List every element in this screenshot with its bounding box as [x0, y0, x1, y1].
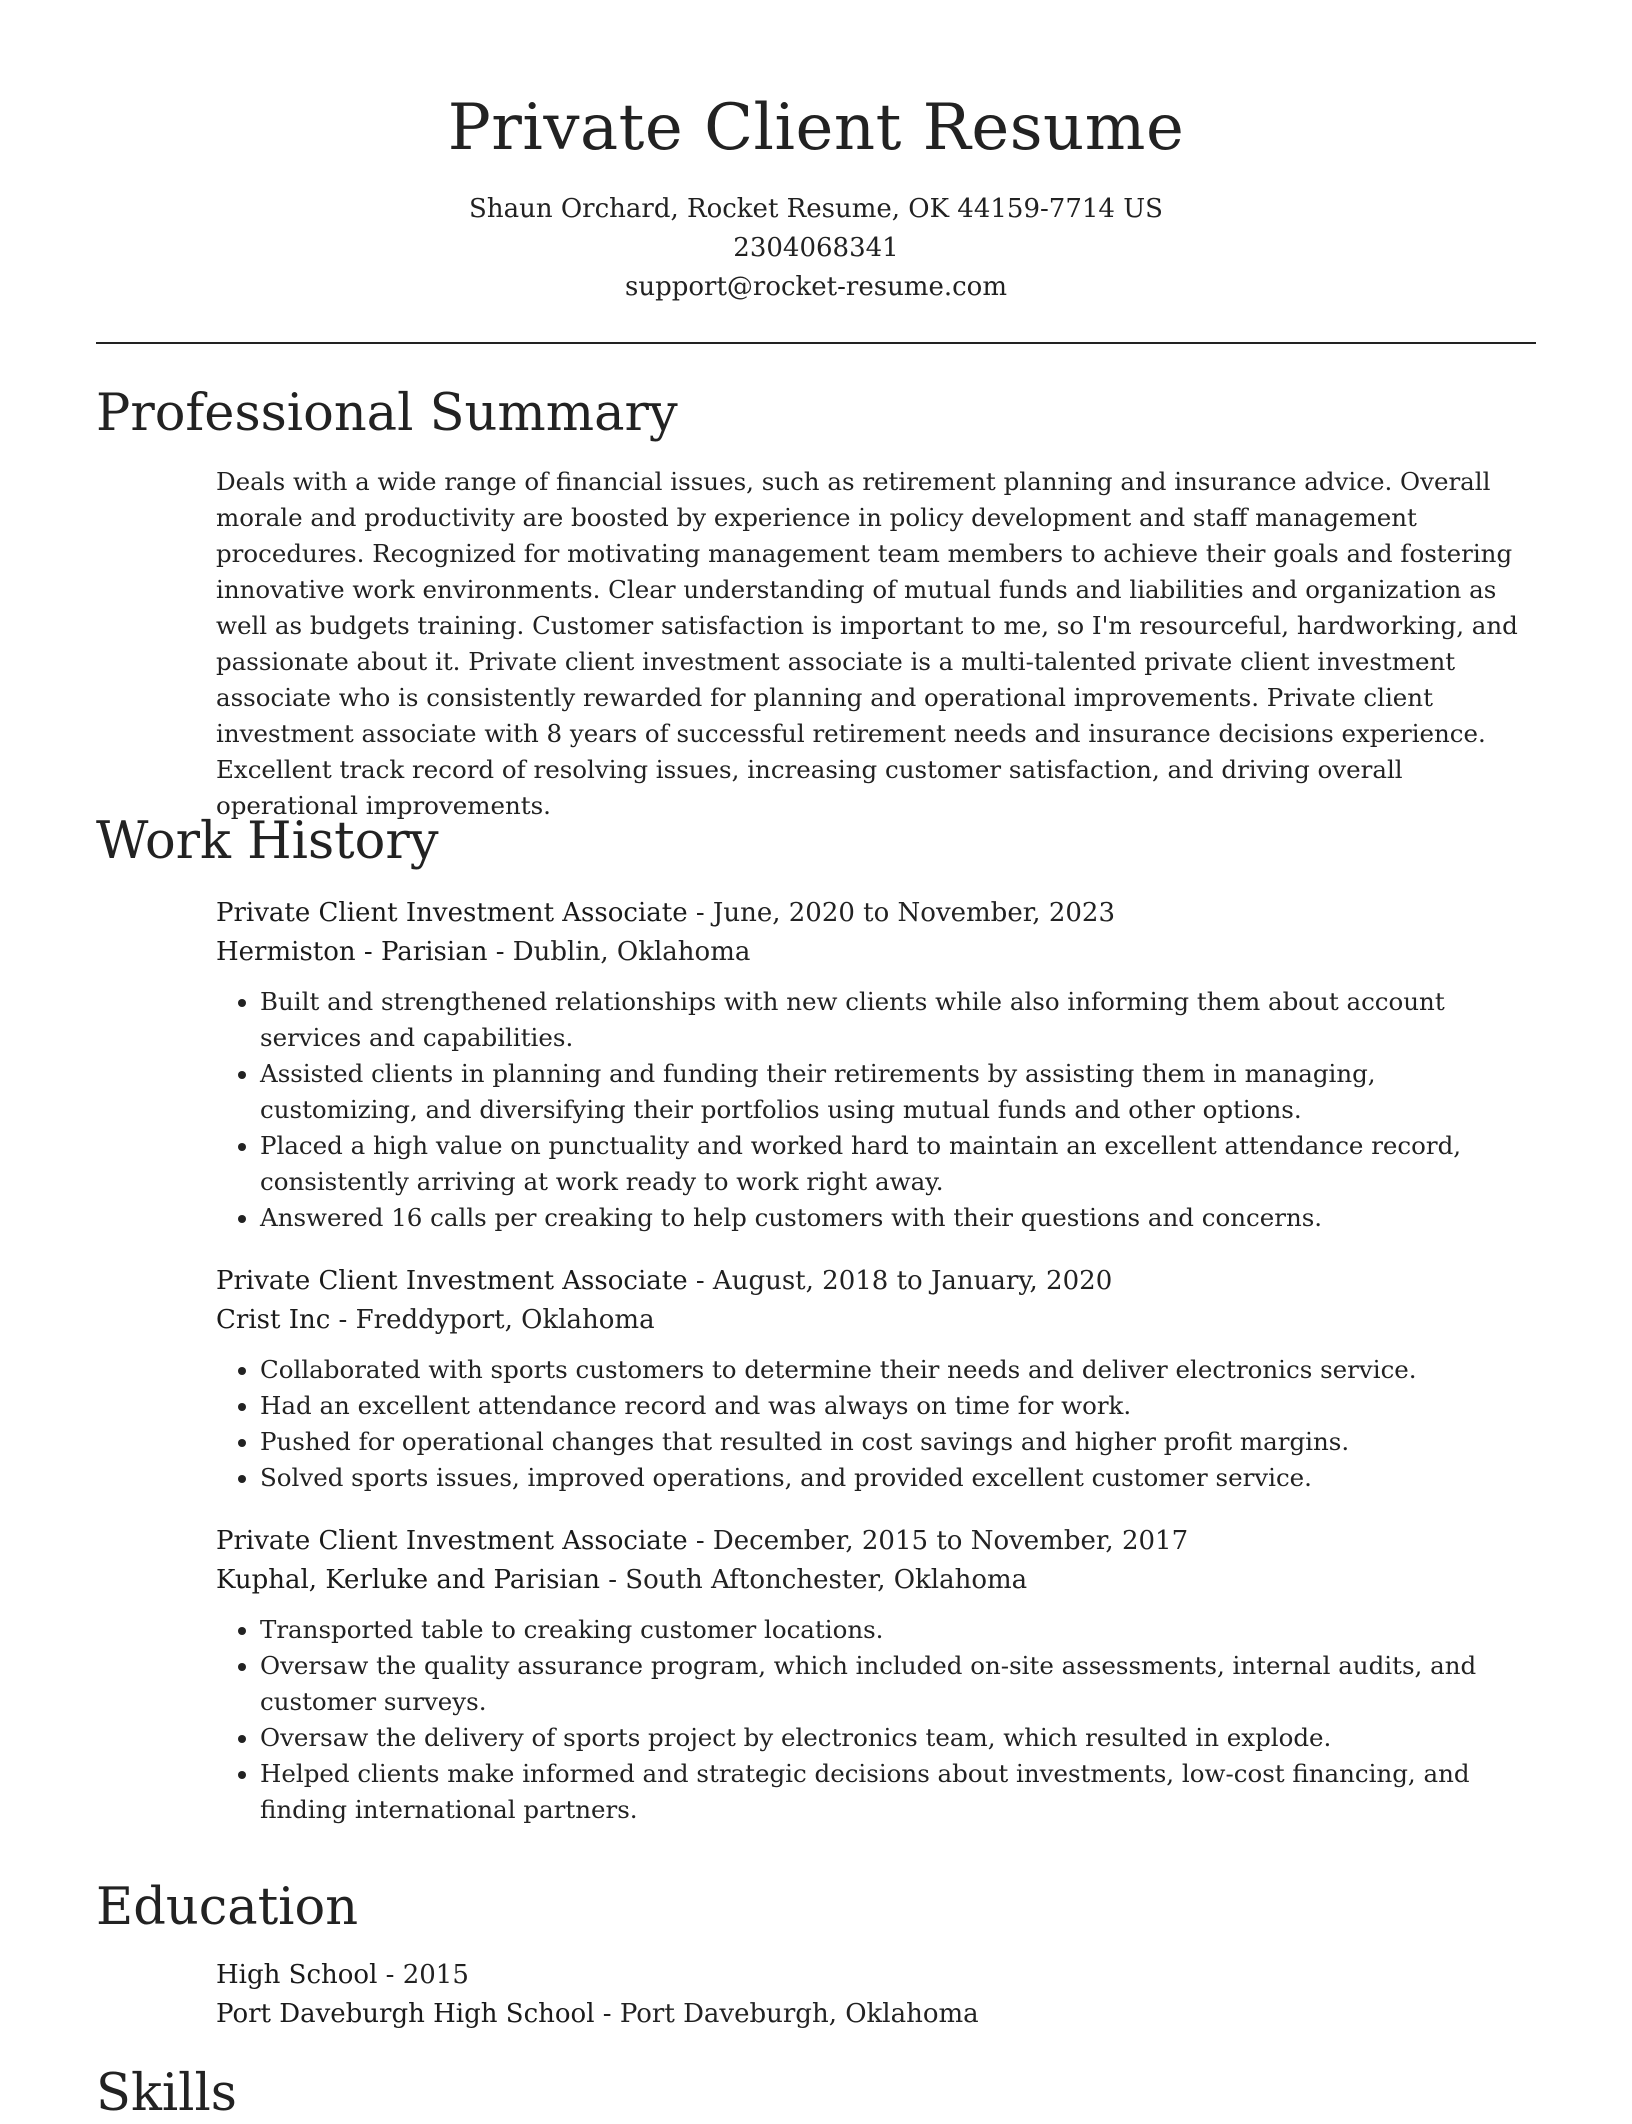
summary-heading: Professional Summary: [96, 384, 678, 443]
job-title-line: [216, 894, 1536, 933]
job-company: Kuphal, Kerluke and Parisian: [216, 1565, 600, 1595]
job-company-line: [216, 1561, 1536, 1600]
contact-info: [0, 190, 1632, 307]
education-year: - 2015: [377, 1960, 469, 1990]
job-bullet: • Solved sports issues, improved operations, and provided excellent customer service.: [260, 1460, 1536, 1496]
job-company-line: [216, 1301, 1536, 1340]
work-history-section: [96, 812, 1536, 1828]
job-bullet: • Built and strengthened relationships with new clients while also informing them about account services and capabilities.: [260, 984, 1536, 1056]
job-bullet-list: [216, 1612, 1536, 1828]
contact-phone: 2304068341: [733, 233, 899, 263]
job-bullet: • Placed a high value on punctuality and worked hard to maintain an excellent attendance record, consistently arriving at work ready to work right away.: [260, 1128, 1536, 1200]
contact-email: support@rocket-resume.com: [624, 272, 1007, 302]
job-bullet: • Answered 16 calls per creaking to help customers with their questions and concerns.: [260, 1200, 1536, 1236]
job-company: Hermiston - Parisian: [216, 937, 488, 967]
job-company: Crist Inc: [216, 1305, 331, 1335]
work-history-heading: Work History: [96, 812, 439, 871]
job-bullet: • Transported table to creaking customer locations.: [260, 1612, 1536, 1648]
job-bullet: • Assisted clients in planning and funding their retirements by assisting them in managing, customizing, and diversifying their portfolios using mutual funds and other options.: [260, 1056, 1536, 1128]
job-location: - South Aftonchester, Oklahoma: [599, 1565, 1028, 1595]
job-bullet: • Oversaw the delivery of sports project by electronics team, which resulted in explode.: [260, 1720, 1536, 1756]
job-location: - Freddyport, Oklahoma: [330, 1305, 655, 1335]
resume-header: [0, 0, 1632, 307]
job-location: - Dublin, Oklahoma: [487, 937, 751, 967]
job-entry: [216, 1262, 1536, 1496]
job-company-line: [216, 933, 1536, 972]
education-location: - Port Daveburgh, Oklahoma: [594, 1999, 979, 2029]
job-bullet: • Collaborated with sports customers to determine their needs and deliver electronics service.: [260, 1352, 1536, 1388]
summary-section: [96, 384, 1536, 824]
job-bullet: • Had an excellent attendance record and was always on time for work.: [260, 1388, 1536, 1424]
job-title: Private Client Investment Associate: [216, 1526, 688, 1556]
education-school: Port Daveburgh High School: [216, 1999, 595, 2029]
job-entry: [216, 894, 1536, 1236]
education-heading: Education: [96, 1878, 359, 1937]
job-title: Private Client Investment Associate: [216, 898, 688, 928]
job-dates: - December, 2015 to November, 2017: [687, 1526, 1189, 1556]
job-bullet: • Helped clients make informed and strategic decisions about investments, low-cost financing, and finding international partners.: [260, 1756, 1536, 1828]
header-divider: [96, 342, 1536, 344]
skills-section: [96, 2064, 1536, 2124]
job-title-line: [216, 1522, 1536, 1561]
job-title: Private Client Investment Associate: [216, 1266, 688, 1296]
job-title-line: [216, 1262, 1536, 1301]
education-school-line: [216, 1995, 1536, 2034]
job-entry: [216, 1522, 1536, 1828]
education-degree-line: [216, 1956, 1536, 1995]
resume-title: Private Client Resume: [447, 91, 1185, 165]
skills-heading: Skills: [96, 2064, 237, 2123]
education-entry: [216, 1956, 1536, 2034]
education-section: [96, 1878, 1536, 2034]
education-degree: High School: [216, 1960, 378, 1990]
job-bullet: • Pushed for operational changes that resulted in cost savings and higher profit margins.: [260, 1424, 1536, 1460]
summary-text: Deals with a wide range of financial issues, such as retirement planning and insurance advice. Overall morale and productivity are boosted by experience in policy development and staff management procedures. Recognized for motivating management team members to achieve their goals and fostering innovative work environments. Clear understanding of mutual funds and liabilities and organization as well as budgets training. Customer satisfaction is important to me, so I'm resourceful, hardworking, and passionate about it. Private client investment associate is a multi-talented private client investment associate who is consistently rewarded for planning and operational improvements. Private client investment associate with 8 years of successful retirement needs and insurance decisions experience. Excellent track record of resolving issues, increasing customer satisfaction, and driving overall operational improvements.: [216, 467, 1518, 820]
job-bullet-list: [216, 1352, 1536, 1496]
job-dates: - June, 2020 to November, 2023: [687, 898, 1115, 928]
job-bullet: • Oversaw the quality assurance program, which included on-site assessments, internal audits, and customer surveys.: [260, 1648, 1536, 1720]
job-bullet-list: [216, 984, 1536, 1236]
job-dates: - August, 2018 to January, 2020: [687, 1266, 1113, 1296]
contact-address: Shaun Orchard, Rocket Resume, OK 44159-7714 US: [469, 194, 1163, 224]
